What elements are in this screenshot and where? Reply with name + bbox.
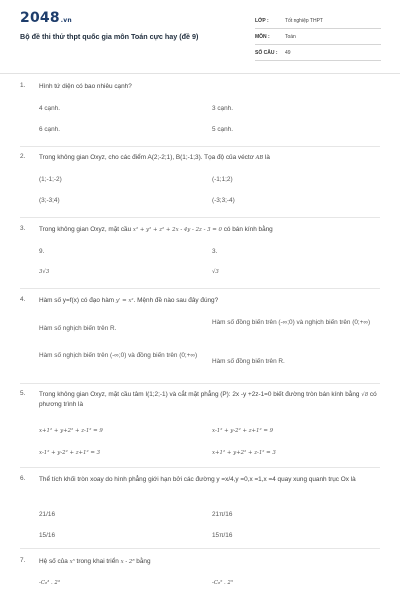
exam-header xyxy=(0,0,400,66)
question-divider xyxy=(20,467,380,468)
option-b[interactable]: (-1;1;2) xyxy=(212,176,233,183)
question-text: Hình tứ diện có bao nhiêu cạnh? xyxy=(39,83,132,90)
option-d[interactable]: Hàm số đồng biến trên R. xyxy=(212,358,285,365)
binomial-expression: x - 2⁸ xyxy=(120,559,135,565)
option-c[interactable]: 6 cạnh. xyxy=(39,126,60,133)
question-text: Thể tích khối tròn xoay do hình phẳng giới hạn bởi các đường y =x/4,y =0,x =1,x =4 quay xung quanh trục Ox là xyxy=(39,476,356,483)
vector-ab: AB xyxy=(255,155,264,161)
question-number: 7. xyxy=(20,557,26,564)
option-a[interactable]: -C₈³ . 2³ xyxy=(39,580,60,586)
header-divider xyxy=(0,73,400,74)
question-divider xyxy=(20,383,380,384)
option-b[interactable]: -C₈⁵ . 2⁵ xyxy=(212,580,233,586)
option-d[interactable]: x+1² + y+2² + z-1² = 3 xyxy=(212,450,276,456)
option-c[interactable]: Hàm số nghịch biến trên (-∞;0) và đồng biến trên (0;+∞) xyxy=(39,352,198,359)
option-c[interactable]: (3;-3;4) xyxy=(39,197,60,204)
option-c[interactable]: x-1² + y-2² + z+1² = 3 xyxy=(39,450,101,456)
option-d[interactable]: (-3;3;-4) xyxy=(212,197,235,204)
question-number: 3. xyxy=(20,225,26,232)
radius-expression: √8 xyxy=(361,392,369,398)
question-number: 1. xyxy=(20,82,26,89)
meta-class xyxy=(255,14,381,29)
meta-subject-value: Toán xyxy=(285,34,296,40)
meta-count-value: 49 xyxy=(285,50,291,56)
question-text: Trong không gian Oxyz, cho các điểm A(2;-2;1), B(1;-1;3). Tọa độ của véctơ AB là xyxy=(39,154,270,161)
power-term: x⁵ xyxy=(69,559,75,565)
meta-subject xyxy=(255,30,381,45)
option-a[interactable]: 4 cạnh. xyxy=(39,105,60,112)
option-b[interactable]: Hàm số đồng biến trên (-∞;0) và nghịch biến trên (0;+∞) xyxy=(212,319,371,326)
meta-class-label: LỚP : xyxy=(255,18,269,24)
option-d[interactable]: √3 xyxy=(212,269,219,275)
option-b[interactable]: x-1² + y-2² + z+1² = 9 xyxy=(212,428,274,434)
meta-count xyxy=(255,46,381,61)
question-text: Hệ số của x⁵ trong khai triển x - 2⁸ bằng xyxy=(39,558,151,565)
option-c[interactable]: 15/16 xyxy=(39,532,55,539)
question-text: Trong không gian Oxyz, mặt cầu x² + y² + z² + 2x - 4y - 2z - 3 = 0 có bán kính bằng xyxy=(39,226,273,233)
question-text: Hàm số y=f(x) có đạo hàm y' = x². Mệnh đề nào sau đây đúng? xyxy=(39,297,219,304)
exam-title: Bộ đề thi thử thpt quốc gia môn Toán cực hay (đề 9) xyxy=(20,32,199,41)
site-logo[interactable]: 2048.vn xyxy=(20,10,72,26)
meta-subject-label: MÔN : xyxy=(255,34,270,40)
option-a[interactable]: 21/16 xyxy=(39,511,55,518)
question-divider xyxy=(20,548,380,549)
option-a[interactable]: (1;-1;-2) xyxy=(39,176,62,183)
question-number: 2. xyxy=(20,153,26,160)
question-divider xyxy=(20,146,380,147)
meta-count-label: SỐ CÂU : xyxy=(255,50,278,56)
question-number: 6. xyxy=(20,475,26,482)
derivative-expression: y' = x² xyxy=(115,298,134,304)
question-text: Trong không gian Oxyz, mặt cầu tâm I(1;2;-1) và cắt mặt phẳng (P): 2x -y +2z-1=0 biết đường tròn bán kính bằng √8 có phương trình là xyxy=(39,391,377,408)
sphere-equation: x² + y² + z² + 2x - 4y - 2z - 3 = 0 xyxy=(132,227,222,233)
option-b[interactable]: 21π/16 xyxy=(212,511,233,518)
option-b[interactable]: 3 cạnh. xyxy=(212,105,233,112)
question-number: 5. xyxy=(20,390,26,397)
meta-class-value: Tốt nghiệp THPT xyxy=(285,18,323,24)
option-d[interactable]: 15π/16 xyxy=(212,532,233,539)
option-b[interactable]: 3. xyxy=(212,248,218,255)
question-divider xyxy=(20,217,380,218)
option-c[interactable]: 3√3 xyxy=(39,269,50,275)
option-d[interactable]: 5 cạnh. xyxy=(212,126,233,133)
option-a[interactable]: Hàm số nghịch biến trên R. xyxy=(39,325,117,332)
question-number: 4. xyxy=(20,296,26,303)
option-a[interactable]: x+1² + y+2² + z-1² = 9 xyxy=(39,428,103,434)
option-a[interactable]: 9. xyxy=(39,248,45,255)
question-divider xyxy=(20,288,380,289)
